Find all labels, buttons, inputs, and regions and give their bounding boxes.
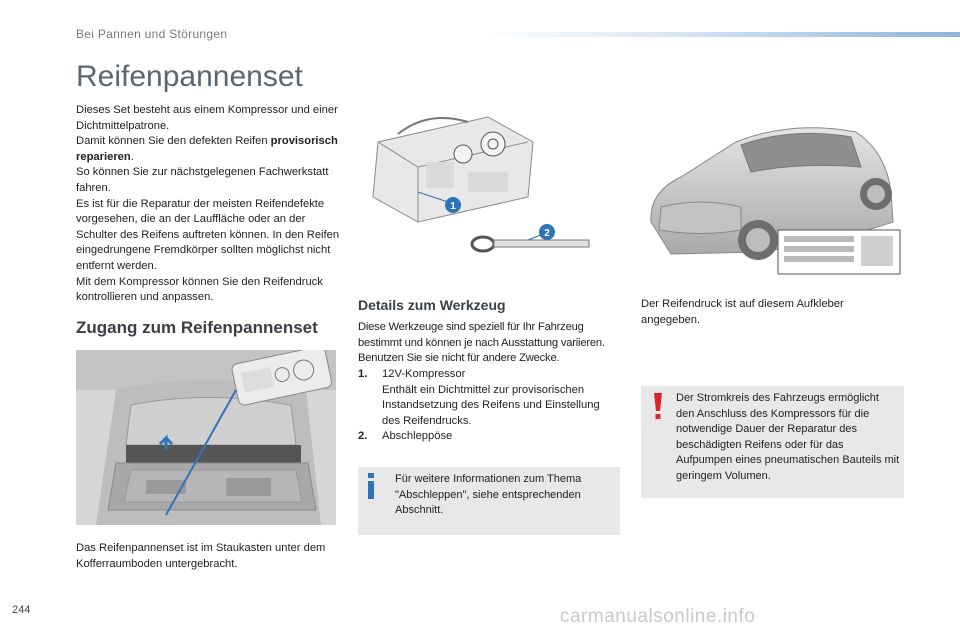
header-divider (480, 32, 960, 37)
info-text: Für weitere Informationen zum Thema "Abschleppen", siehe entsprechenden Abschnitt. (395, 473, 582, 517)
info-icon (364, 472, 378, 500)
trunk-illustration (76, 350, 336, 525)
access-heading: Zugang zum Reifenpannenset (76, 318, 318, 337)
car-illustration (641, 112, 903, 280)
list-item-number: 1. (358, 368, 368, 380)
section-header: Bei Pannen und Störungen (76, 27, 228, 41)
intro-text (76, 103, 342, 306)
list-item-number: 2. (358, 430, 368, 443)
page-number: 244 (12, 604, 31, 616)
storage-caption: Das Reifenpannenset ist im Staukasten unter dem Kofferraumboden untergebracht. (76, 542, 326, 570)
list-item (358, 429, 620, 445)
tools-list (358, 367, 620, 445)
intro-text-span: Damit können Sie den defekten Reifen (76, 135, 271, 148)
intro-paragraph (76, 134, 342, 165)
svg-text:2: 2 (544, 228, 550, 239)
list-item-title: 12V-Kompressor (382, 368, 466, 380)
warning-text: Der Stromkreis des Fahrzeugs ermöglicht den Anschluss des Kompressors für die notwendige Dauer der Reparatur des beschädigten Reifens oder für das Aufpumpen eines pneumatischen Bauteils mit geringem Volumen. (676, 392, 900, 482)
intro-paragraph: Mit dem Kompressor können Sie den Reifendruck kontrollieren und anpassen. (76, 275, 323, 304)
tools-heading: Details zum Werkzeug (358, 297, 506, 313)
list-item (358, 367, 620, 429)
sticker-caption: Der Reifendruck ist auf diesem Aufkleber angegeben. (641, 298, 844, 326)
tools-illustration (358, 112, 598, 262)
intro-text-span: . (130, 150, 134, 163)
list-item-content (382, 367, 620, 429)
tools-intro: Diese Werkzeuge sind speziell für Ihr Fahrzeug bestimmt und können je nach Ausstattung variieren. Benutzen Sie sie nicht für andere Zwecke. (358, 321, 605, 365)
page-title: Reifenpannenset (76, 60, 303, 93)
svg-text:1: 1 (450, 201, 456, 212)
list-item-title: Abschleppöse (382, 430, 453, 443)
warning-exclamation-icon (652, 392, 664, 422)
list-item-description: Enthält ein Dichtmittel zur provisorischen Instandsetzung des Reifens und Einstellung des Reifendrucks. (382, 383, 600, 427)
watermark: carmanualsonline.info (560, 606, 756, 627)
intro-paragraph: So können Sie zur nächstgelegenen Fachwerkstatt fahren. (76, 166, 329, 194)
intro-bold-text: provisorisch reparieren (76, 135, 338, 163)
intro-paragraph: Dieses Set besteht aus einem Kompressor und einer Dichtmittelpatrone. (76, 104, 338, 132)
intro-paragraph: Es ist für die Reparatur der meisten Reifendefekte vorgesehen, die an der Lauffläche oder an der Schulter des Reifens auftreten können. In den Reifen eingedrungene Fremdkörper sollten möglichst nicht entfernt werden. (76, 197, 340, 272)
